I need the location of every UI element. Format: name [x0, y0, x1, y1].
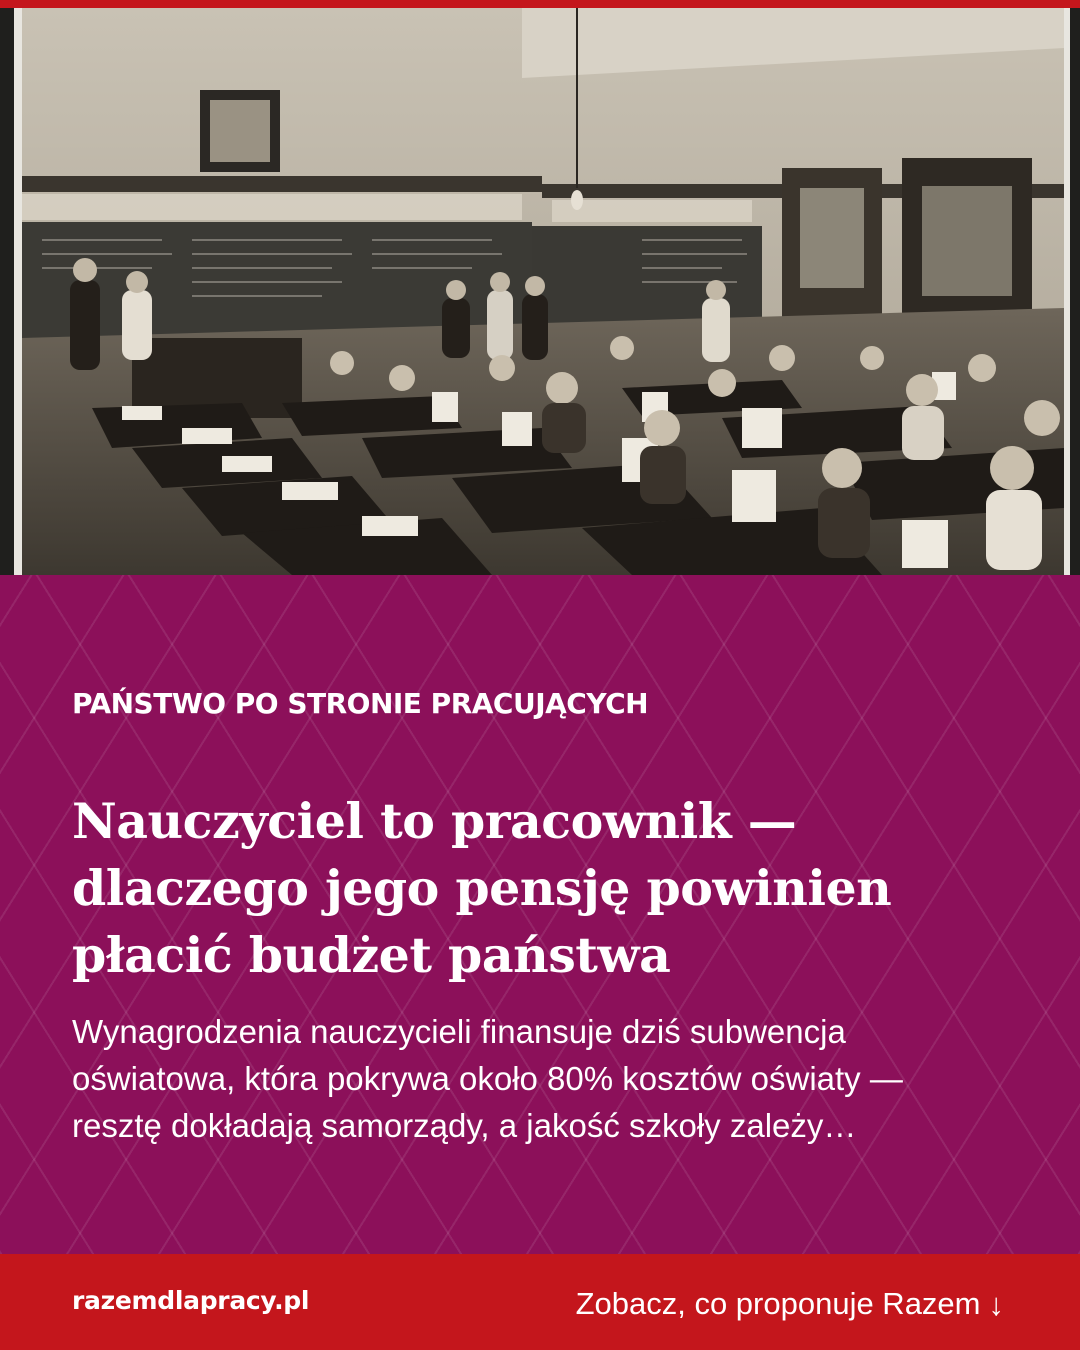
section-kicker: PAŃSTWO PO STRONIE PRACUJĄCYCH — [72, 687, 649, 720]
classroom-photo-icon — [22, 8, 1064, 575]
arrow-down-icon: ↓ — [988, 1286, 1004, 1322]
photo-frame — [14, 8, 1070, 575]
lede-line: Wynagrodzenia nauczycieli finansuje dziś subwencja — [72, 1013, 846, 1050]
top-accent-strip — [0, 0, 1080, 8]
photo-area — [0, 8, 1080, 575]
headline — [72, 788, 1032, 989]
headline-line: płacić budżet państwa — [72, 926, 671, 984]
footer-bar — [0, 1254, 1080, 1350]
headline-line: dlaczego jego pensję powinien — [72, 859, 892, 917]
headline-line: Nauczyciel to pracownik — — [72, 792, 797, 850]
site-link[interactable]: razemdlapracy.pl — [72, 1286, 310, 1315]
cta-link[interactable] — [576, 1286, 1004, 1322]
lede-line: resztę dokładają samorządy, a jakość szkoły zależy… — [72, 1107, 857, 1144]
lede-paragraph — [72, 1008, 1052, 1149]
lede-line: oświatowa, która pokrywa około 80% kosztów oświaty — — [72, 1060, 903, 1097]
cta-label: Zobacz, co proponuje Razem — [575, 1286, 981, 1321]
